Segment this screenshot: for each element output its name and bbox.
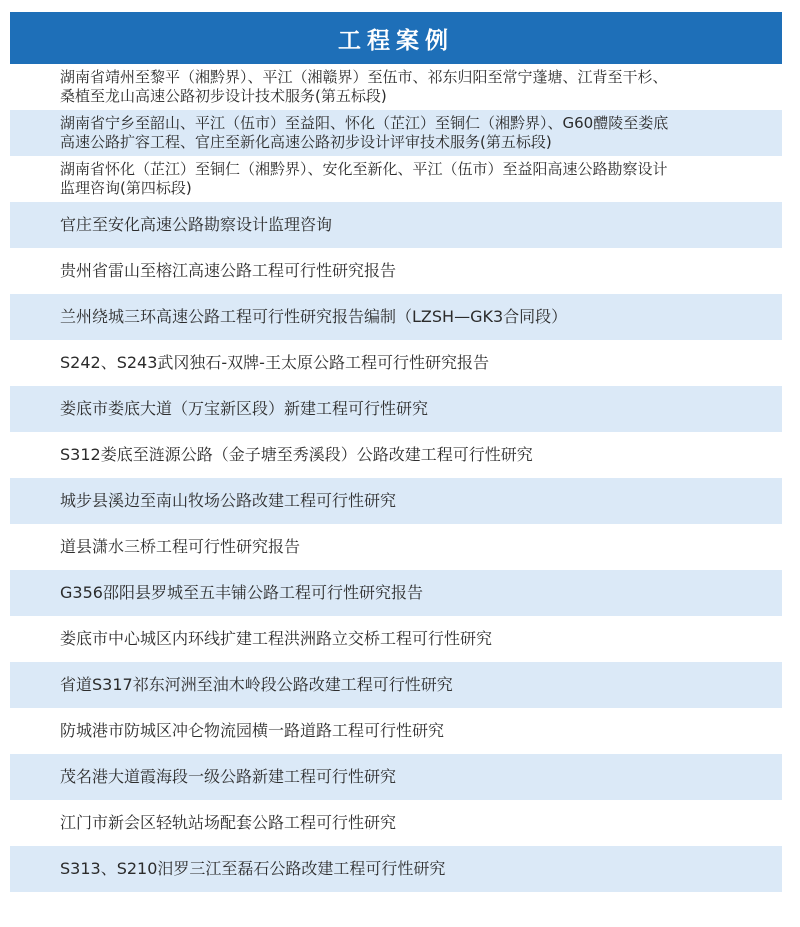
list-item: [10, 64, 782, 110]
list-item-text: 江门市新会区轻轨站场配套公路工程可行性研究: [60, 813, 397, 832]
list-item: [10, 662, 782, 708]
list-item-text: S242、S243武冈独石-双牌-王太原公路工程可行性研究报告: [60, 353, 489, 372]
list-item-text: 湖南省怀化（芷江）至铜仁（湘黔界）、安化至新化、平江（伍市）至益阳高速公路勘察设计: [60, 160, 668, 178]
list-item-text: G356邵阳县罗城至五丰铺公路工程可行性研究报告: [60, 583, 423, 602]
list-item-text: 监理咨询(第四标段): [60, 179, 192, 197]
list-item-text: 高速公路扩容工程、官庄至新化高速公路初步设计评审技术服务(第五标段): [60, 133, 552, 151]
list-item: [10, 156, 782, 202]
list-item: [10, 386, 782, 432]
list-item-text: 湖南省宁乡至韶山、平江（伍市）至益阳、怀化（芷江）至铜仁（湘黔界）、G60醴陵至娄底: [60, 114, 669, 132]
list-item: [10, 570, 782, 616]
list-item-text: 茂名港大道霞海段一级公路新建工程可行性研究: [60, 767, 397, 786]
list-item: [10, 754, 782, 800]
list-item: [10, 478, 782, 524]
list-item: [10, 846, 782, 892]
list-item: [10, 202, 782, 248]
list-item-text: 桑植至龙山高速公路初步设计技术服务(第五标段): [60, 87, 387, 105]
header-bar: [10, 12, 782, 64]
list-item-text: 娄底市中心城区内环线扩建工程洪洲路立交桥工程可行性研究: [60, 629, 493, 648]
list-item-text: 官庄至安化高速公路勘察设计监理咨询: [60, 215, 333, 234]
list-item-text: 省道S317祁东河洲至油木岭段公路改建工程可行性研究: [60, 675, 453, 694]
page-title: 工程案例: [338, 27, 454, 54]
case-panel: [10, 12, 782, 892]
list-item: [10, 294, 782, 340]
list-item: [10, 110, 782, 156]
list-item-text: 湖南省靖州至黎平（湘黔界）、平江（湘赣界）至伍市、祁东归阳至常宁蓬塘、江背至干杉、: [60, 68, 668, 86]
list-item-text: 防城港市防城区冲仑物流园横一路道路工程可行性研究: [60, 721, 445, 740]
list-item-text: S312娄底至涟源公路（金子塘至秀溪段）公路改建工程可行性研究: [60, 445, 533, 464]
list-item: [10, 248, 782, 294]
list-item: [10, 432, 782, 478]
list-item-text: 道县潇水三桥工程可行性研究报告: [60, 537, 301, 556]
list-item-text: 兰州绕城三环高速公路工程可行性研究报告编制（LZSH—GK3合同段）: [60, 307, 568, 326]
case-list: [10, 64, 782, 892]
list-item: [10, 708, 782, 754]
list-item-text: 城步县溪边至南山牧场公路改建工程可行性研究: [60, 491, 397, 510]
list-item: [10, 800, 782, 846]
list-item-text: S313、S210汨罗三江至磊石公路改建工程可行性研究: [60, 859, 446, 878]
list-item-text: 娄底市娄底大道（万宝新区段）新建工程可行性研究: [60, 399, 429, 418]
list-item: [10, 340, 782, 386]
list-item-text: 贵州省雷山至榕江高速公路工程可行性研究报告: [60, 261, 397, 280]
list-item: [10, 616, 782, 662]
list-item: [10, 524, 782, 570]
